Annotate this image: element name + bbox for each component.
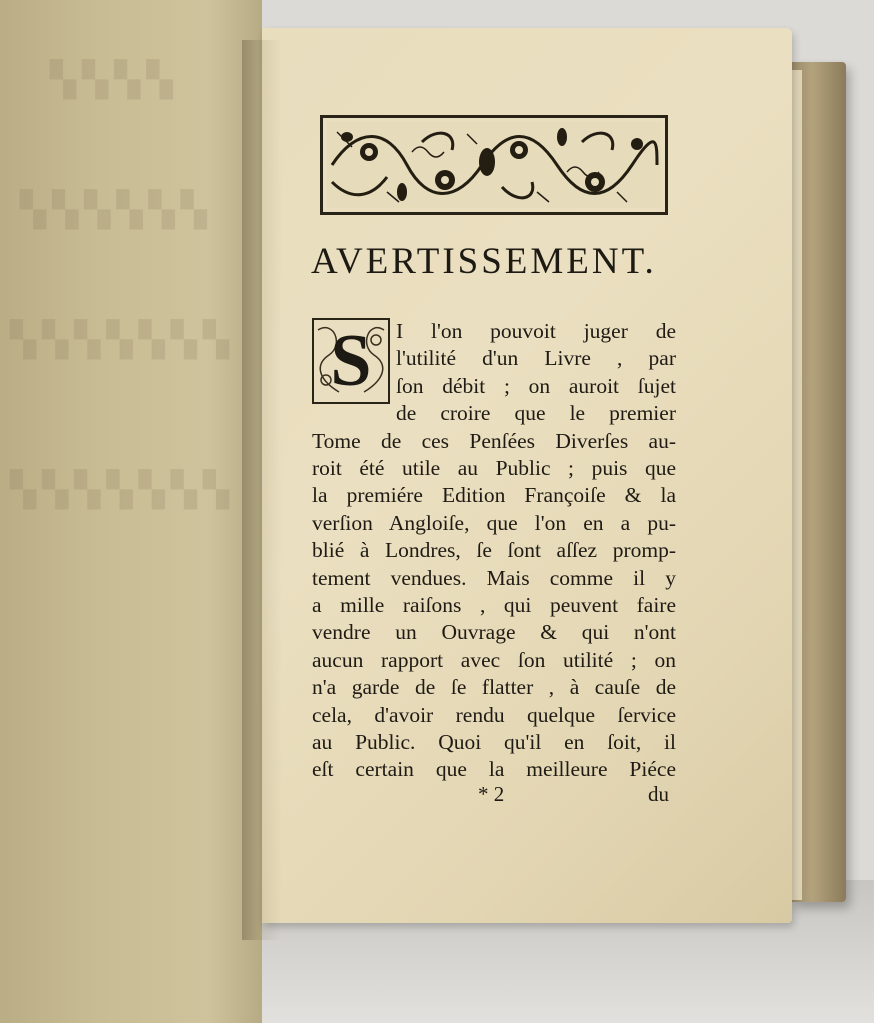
headpiece-ornament xyxy=(320,115,668,215)
catchword: du xyxy=(648,782,669,806)
text-line: blié à Londres, ſe ſont aſſez promp- xyxy=(312,538,676,563)
book-gutter xyxy=(242,40,282,940)
page-heading: AVERTISSEMENT. xyxy=(311,241,657,282)
text-line: vendre un Ouvrage & qui n'ont xyxy=(312,620,676,645)
text-line: cela, d'avoir rendu quelque ſervice xyxy=(312,702,676,727)
text-line: la premiére Edition Françoiſe & la xyxy=(312,483,676,508)
drop-cap-ornament xyxy=(312,318,390,404)
signature-mark: * 2 xyxy=(478,782,505,806)
text-line: Tome de ces Penſées Diverſes au- xyxy=(312,428,676,453)
left-page xyxy=(0,0,262,1023)
bleed-through-decoration: ▚▚▚▚▚▚▚ xyxy=(10,320,236,360)
bleed-through-decoration: ▚▚▚▚▚▚ xyxy=(20,190,213,230)
text-line: verſion Angloiſe, que l'on en a pu- xyxy=(312,510,676,535)
text-line: au Public. Quoi qu'il en ſoit, il xyxy=(312,730,676,754)
floral-scroll-icon xyxy=(327,122,661,208)
text-line: l'utilité d'un Livre , par xyxy=(396,346,676,371)
text-line: a mille raiſons , qui peuvent faire xyxy=(312,593,676,617)
text-line: roit été utile au Public ; puis que xyxy=(312,456,676,480)
text-line: ſon débit ; on auroit ſujet xyxy=(396,373,676,398)
bleed-through-decoration: ▚▚▚▚ xyxy=(50,60,179,100)
text-line: tement vendues. Mais comme il y xyxy=(312,565,676,590)
text-line: I l'on pouvoit juger de xyxy=(396,319,676,343)
drop-cap-letter: S xyxy=(330,320,372,402)
text-line: n'a garde de ſe flatter , à cauſe de xyxy=(312,675,676,700)
text-line: aucun rapport avec ſon utilité ; on xyxy=(312,647,676,672)
text-line: de croire que le premier xyxy=(396,401,676,426)
bleed-through-decoration: ▚▚▚▚▚▚▚ xyxy=(10,470,236,510)
text-line: eſt certain que la meilleure Piéce xyxy=(312,757,676,782)
